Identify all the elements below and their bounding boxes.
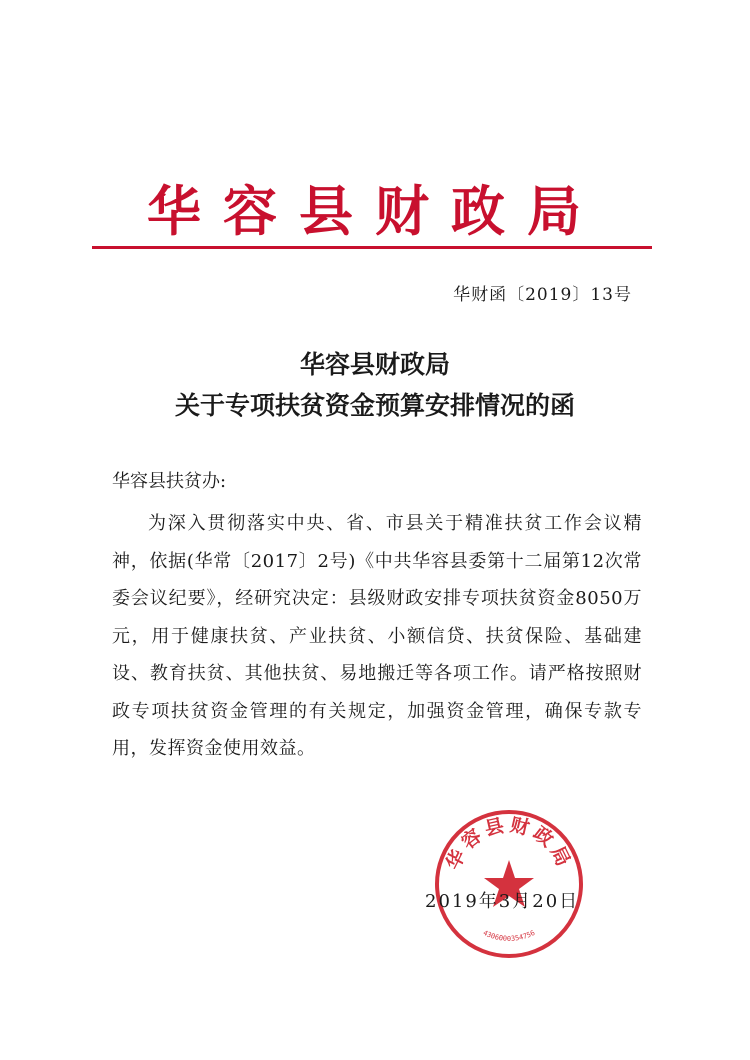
letterhead-red-rule [92,246,652,249]
seal-serial-text: 4306000354756 [481,928,537,943]
svg-text:4306000354756 [482,929,537,943]
letterhead-org-name: 华容县财政局 [147,179,603,243]
official-seal-stamp [433,808,585,960]
recipient: 华容县扶贫办: [112,471,227,492]
document-title-line-2: 关于专项扶贫资金预算安排情况的函 [174,391,575,420]
seal-org-text: 华容县财政局 [442,813,576,874]
document-number: 华财函〔2019〕13号 [453,285,632,305]
document-title-line-1: 华容县财政局 [299,350,450,379]
document-date: 2019年3月20日 [425,891,580,912]
body-paragraph: 为深入贯彻落实中央、省、市县关于精准扶贫工作会议精神，依据(华常〔2017〕2号)《中共华容县委第十二届第12次常委会议纪要》，经研究决定：县级财政安排专项扶贫资金8050万元，用于健康扶贫、产业扶贫、小额信贷、扶贫保险、基础建设、教育扶贫、其他扶贫、易地搬迁等各项工作。请严格按照财政专项扶贫资金管理的有关规定，加强资金管理，确保专款专用，发挥资金使用效益。 [112,513,642,759]
